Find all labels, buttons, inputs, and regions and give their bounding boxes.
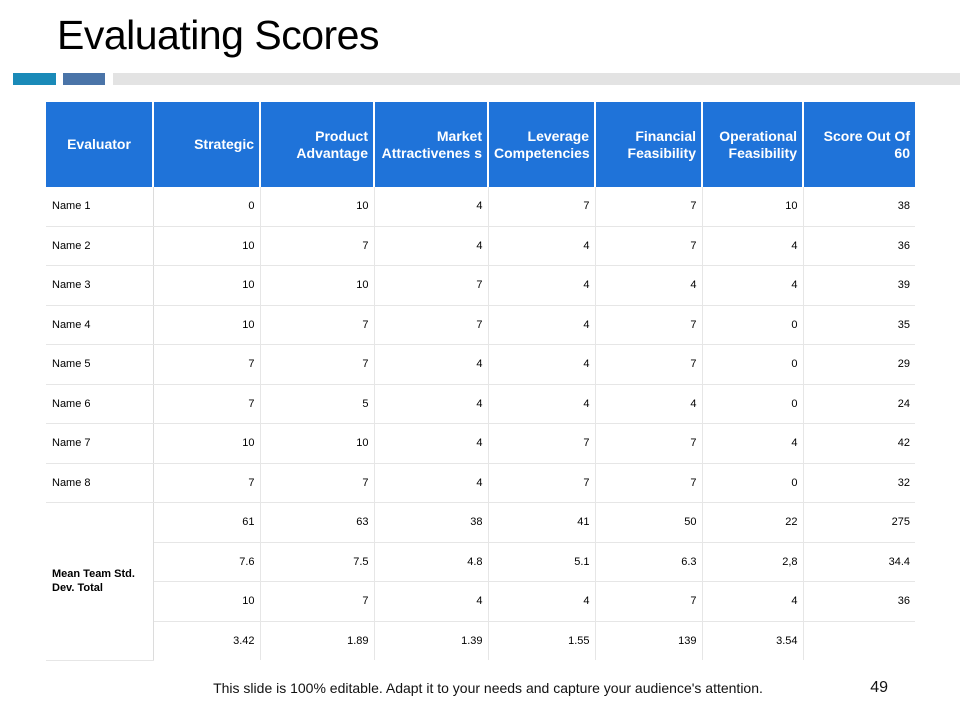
table-cell: 24 <box>803 384 915 424</box>
header-strategic: Strategic <box>153 102 260 187</box>
table-cell: 7 <box>595 582 702 622</box>
table-cell: 32 <box>803 463 915 503</box>
table-cell: 1.89 <box>260 621 374 660</box>
table-cell: 7 <box>260 345 374 385</box>
table-cell: 4 <box>374 345 488 385</box>
table-cell: 4 <box>702 266 803 306</box>
table-cell: 38 <box>803 187 915 226</box>
table-row <box>46 187 915 226</box>
summary-label: Mean Team Std. Dev. Total <box>46 503 153 661</box>
table-cell: 6.3 <box>595 542 702 582</box>
table-row <box>46 305 915 345</box>
summary-row <box>46 582 915 622</box>
table-cell: 7 <box>374 305 488 345</box>
evaluation-table <box>46 102 915 661</box>
table-cell: 7 <box>374 266 488 306</box>
table-cell: 7 <box>153 384 260 424</box>
slide-title: Evaluating Scores <box>57 12 379 58</box>
table-cell: 4 <box>488 384 595 424</box>
table-cell: 63 <box>260 503 374 543</box>
table-cell: 10 <box>153 424 260 464</box>
table-row <box>46 266 915 306</box>
table-cell: 4 <box>702 226 803 266</box>
table-cell: 4 <box>374 226 488 266</box>
table-cell: 7.5 <box>260 542 374 582</box>
table-cell: 4 <box>488 305 595 345</box>
table-cell: 7 <box>595 345 702 385</box>
table-cell: 1.39 <box>374 621 488 660</box>
table-cell: 0 <box>702 384 803 424</box>
table-cell: 275 <box>803 503 915 543</box>
table-cell: 7 <box>595 226 702 266</box>
table-cell: 4 <box>488 345 595 385</box>
table-cell: 7 <box>595 305 702 345</box>
table-cell: 4 <box>374 384 488 424</box>
table-cell: 7 <box>153 463 260 503</box>
table-cell: 4 <box>488 226 595 266</box>
table-cell: 10 <box>153 582 260 622</box>
table-row <box>46 226 915 266</box>
table-cell: 4 <box>488 266 595 306</box>
table-cell: 39 <box>803 266 915 306</box>
header-leverage-competencies: Leverage Competencies <box>488 102 595 187</box>
table-cell: 0 <box>702 305 803 345</box>
table-cell: 1.55 <box>488 621 595 660</box>
evaluator-name: Name 5 <box>46 345 153 385</box>
header-financial-feasibility: Financial Feasibility <box>595 102 702 187</box>
evaluator-name: Name 4 <box>46 305 153 345</box>
table-cell: 4 <box>374 463 488 503</box>
footer-note: This slide is 100% editable. Adapt it to your needs and capture your audience's attention. <box>213 680 763 696</box>
table-cell: 7 <box>260 582 374 622</box>
table-cell: 36 <box>803 226 915 266</box>
table-cell: 2,8 <box>702 542 803 582</box>
table-cell: 4 <box>374 424 488 464</box>
table-row <box>46 424 915 464</box>
table-cell: 7 <box>260 305 374 345</box>
evaluator-name: Name 6 <box>46 384 153 424</box>
evaluator-name: Name 1 <box>46 187 153 226</box>
header-product-advantage: Product Advantage <box>260 102 374 187</box>
table-cell: 7 <box>488 424 595 464</box>
header-score-out-of-60: Score Out Of 60 <box>803 102 915 187</box>
table-cell: 7 <box>595 463 702 503</box>
page-number: 49 <box>870 679 888 696</box>
table-cell: 10 <box>260 424 374 464</box>
table-cell: 41 <box>488 503 595 543</box>
table-cell: 0 <box>153 187 260 226</box>
header-operational-feasibility: Operational Feasibility <box>702 102 803 187</box>
title-divider-bar <box>113 73 960 85</box>
table-cell: 38 <box>374 503 488 543</box>
table-cell: 5 <box>260 384 374 424</box>
table-cell: 4 <box>595 266 702 306</box>
table-cell: 10 <box>153 226 260 266</box>
table-cell: 22 <box>702 503 803 543</box>
evaluator-name: Name 8 <box>46 463 153 503</box>
table-cell: 5.1 <box>488 542 595 582</box>
table-cell: 7 <box>488 187 595 226</box>
accent-bar-blue <box>63 73 105 85</box>
table-cell: 4 <box>374 582 488 622</box>
table-cell: 4.8 <box>374 542 488 582</box>
table-cell: 42 <box>803 424 915 464</box>
table-cell: 34.4 <box>803 542 915 582</box>
table-cell: 61 <box>153 503 260 543</box>
table-cell: 29 <box>803 345 915 385</box>
table-cell: 10 <box>260 266 374 306</box>
table-cell: 4 <box>702 582 803 622</box>
table-cell: 10 <box>702 187 803 226</box>
evaluator-name: Name 7 <box>46 424 153 464</box>
table-cell: 0 <box>702 345 803 385</box>
table-cell: 3.54 <box>702 621 803 660</box>
table-cell: 7 <box>260 226 374 266</box>
table-cell: 36 <box>803 582 915 622</box>
evaluator-name: Name 3 <box>46 266 153 306</box>
table-cell: 4 <box>702 424 803 464</box>
table-cell: 4 <box>374 187 488 226</box>
table-cell: 10 <box>153 305 260 345</box>
table-cell: 7 <box>488 463 595 503</box>
table-cell: 3.42 <box>153 621 260 660</box>
accent-bar-teal <box>13 73 56 85</box>
table-cell <box>803 621 915 660</box>
table-cell: 7 <box>595 424 702 464</box>
table-cell: 50 <box>595 503 702 543</box>
header-row <box>46 102 915 187</box>
table-cell: 7 <box>260 463 374 503</box>
summary-row <box>46 542 915 582</box>
table-cell: 7 <box>595 187 702 226</box>
table-row <box>46 384 915 424</box>
table-cell: 4 <box>488 582 595 622</box>
summary-row <box>46 621 915 660</box>
table-cell: 139 <box>595 621 702 660</box>
evaluator-name: Name 2 <box>46 226 153 266</box>
table-cell: 7 <box>153 345 260 385</box>
table-cell: 10 <box>260 187 374 226</box>
header-market-attractiveness: Market Attractivenes s <box>374 102 488 187</box>
table-row <box>46 345 915 385</box>
table-cell: 4 <box>595 384 702 424</box>
header-evaluator: Evaluator <box>46 102 153 187</box>
table-row <box>46 463 915 503</box>
table-cell: 35 <box>803 305 915 345</box>
table-cell: 10 <box>153 266 260 306</box>
table-cell: 7.6 <box>153 542 260 582</box>
summary-row <box>46 503 915 543</box>
table-cell: 0 <box>702 463 803 503</box>
